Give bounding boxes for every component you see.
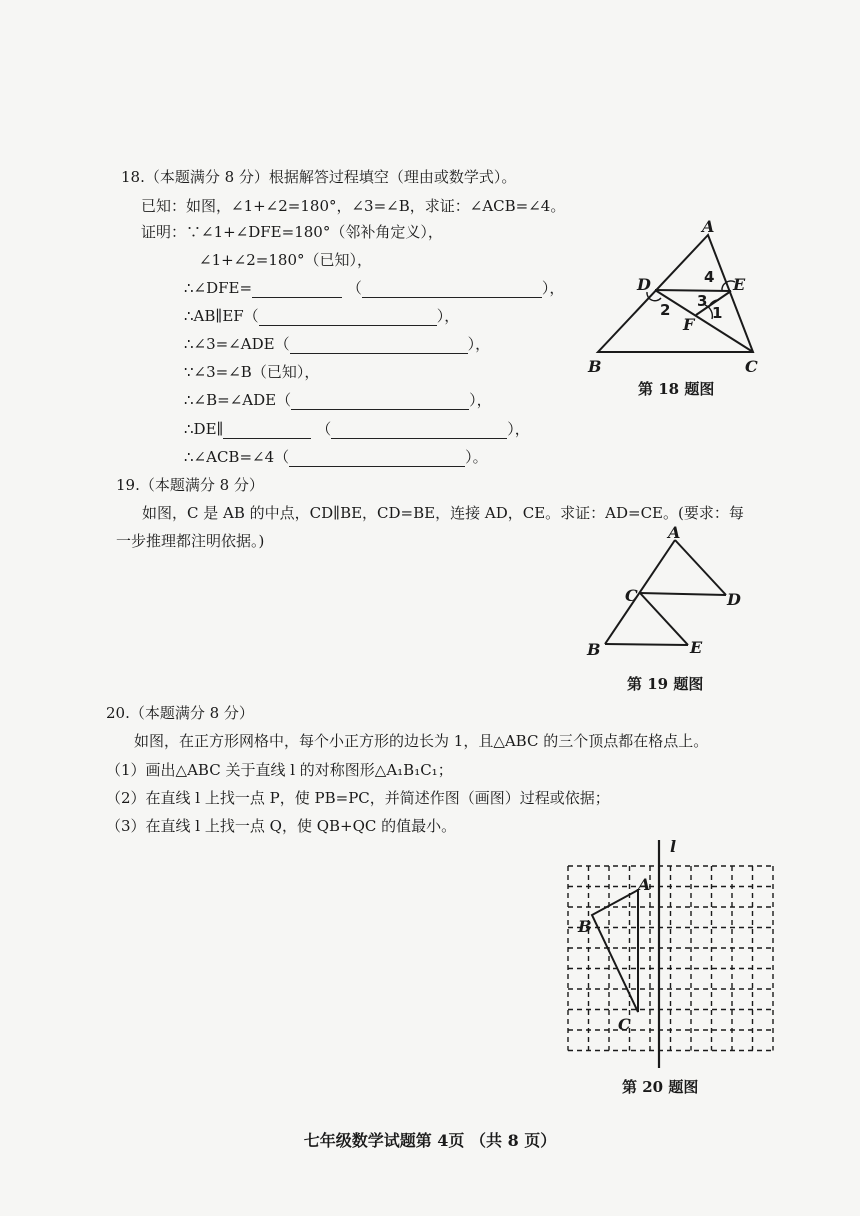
q18-blank-8[interactable] [289,450,465,467]
q18-label-angle-3: 3 [697,292,708,310]
q18-blank-7[interactable] [331,422,507,439]
q18-triangle-abc [598,235,753,352]
q18-label-a: A [702,220,715,236]
q18-heading: 18.（本题满分 8 分）根据解答过程填空（理由或数学式）。 [121,168,517,186]
q19-segment-ab [605,540,675,644]
q18-label-angle-1: 1 [712,304,723,322]
q18-proof-line-5 [184,334,490,354]
q18-blank-2[interactable] [362,281,542,298]
q19-segment-be [605,644,688,645]
q19-segment-cd [640,593,726,595]
q20-triangle-abc [592,890,638,1012]
q20-part-2: （2）在直线 l 上找一点 P，使 PB=PC，并简述作图（画图）过程或依据； [106,789,610,807]
q20-grid-figure [556,838,776,1070]
q18-proof-8-text: ∴DE∥ [184,420,224,438]
q18-given: 已知：如图，∠1+∠2=180°，∠3=∠B，求证：∠ACB=∠4。 [141,197,566,215]
q18-proof-line-8 [184,419,530,439]
q18-blank-5[interactable] [291,393,469,410]
q20-dashed-grid [568,866,773,1051]
q18-proof-line-1: 证明：∵∠1+∠DFE=180°（邻补角定义）， [141,223,443,241]
q18-blank-3[interactable] [259,309,437,326]
q19-segment-ad [675,540,726,595]
q18-label-d: D [637,275,651,294]
q19-body-line-2: 一步推理都注明依据。) [116,532,265,550]
q19-figure [580,525,760,660]
q18-proof-5-close: ）， [467,335,491,353]
q20-heading: 20.（本题满分 8 分） [106,704,254,722]
q18-proof-9-text: ∴∠ACB=∠4（ [184,448,290,466]
q18-label-e: E [733,275,746,294]
q20-label-a: A [638,875,651,894]
q19-segment-ce [640,593,688,645]
q18-figure-caption: 第 18 题图 [638,380,715,398]
q18-proof-line-2: ∠1+∠2=180°（已知）， [199,251,372,269]
q20-label-l: l [670,838,677,856]
q18-proof-3-text: ∴∠DFE= [184,279,253,297]
q18-label-angle-4: 4 [704,268,715,286]
q18-proof-7-close: ）， [469,391,492,409]
q19-body-line-1: 如图，C 是 AB 的中点，CD∥BE，CD=BE，连接 AD，CE。求证：AD=CE。(要求：每 [142,504,744,522]
q18-proof-9-close: ）。 [465,448,488,466]
q19-label-c: C [625,586,638,605]
q20-label-c: C [618,1015,631,1034]
q18-label-c: C [745,357,758,376]
q18-proof-8-close: ）， [507,420,530,438]
q18-proof-line-3 [184,278,564,298]
q19-label-d: D [727,590,741,609]
q18-proof-line-4 [184,306,459,326]
q18-proof-line-6: ∵∠3=∠B（已知）， [184,363,320,381]
q18-proof-5-text: ∴∠3=∠ADE（ [184,335,290,353]
q20-body-line-1: 如图，在正方形网格中，每个小正方形的边长为 1，且△ABC 的三个顶点都在格点上。 [134,732,709,750]
q18-blank-1[interactable] [252,281,342,298]
q18-blank-6[interactable] [223,422,311,439]
q18-proof-4-close: ）， [436,307,460,325]
q18-segment-de [655,290,731,291]
q18-label-f: F [683,315,695,334]
q18-label-b: B [588,357,602,376]
q18-proof-7-text: ∴∠B=∠ADE（ [184,391,292,409]
q18-proof-8-open: （ [316,420,332,438]
q20-label-b: B [578,917,592,936]
q19-heading: 19.（本题满分 8 分） [116,476,264,494]
q18-proof-line-9 [184,447,488,467]
q18-label-angle-2: 2 [660,301,671,319]
q20-part-1: （1）画出△ABC 关于直线 l 的对称图形△A₁B₁C₁； [106,761,453,779]
q18-proof-3-open: （ [346,279,362,297]
q18-proof-line-7 [184,390,492,410]
q19-label-a: A [668,525,681,542]
q20-part-3: （3）在直线 l 上找一点 Q，使 QB+QC 的值最小。 [106,817,457,835]
q19-figure-caption: 第 19 题图 [627,675,704,693]
q18-blank-4[interactable] [290,337,468,354]
q18-figure [585,220,775,380]
page-footer: 七年级数学试题第 4页 （共 8 页） [303,1131,557,1150]
q18-proof-3-close: ）， [541,279,565,297]
q19-label-b: B [587,640,601,659]
q20-figure-caption: 第 20 题图 [622,1078,699,1096]
q19-label-e: E [690,638,703,657]
q18-proof-4-text: ∴AB∥EF（ [184,307,259,325]
